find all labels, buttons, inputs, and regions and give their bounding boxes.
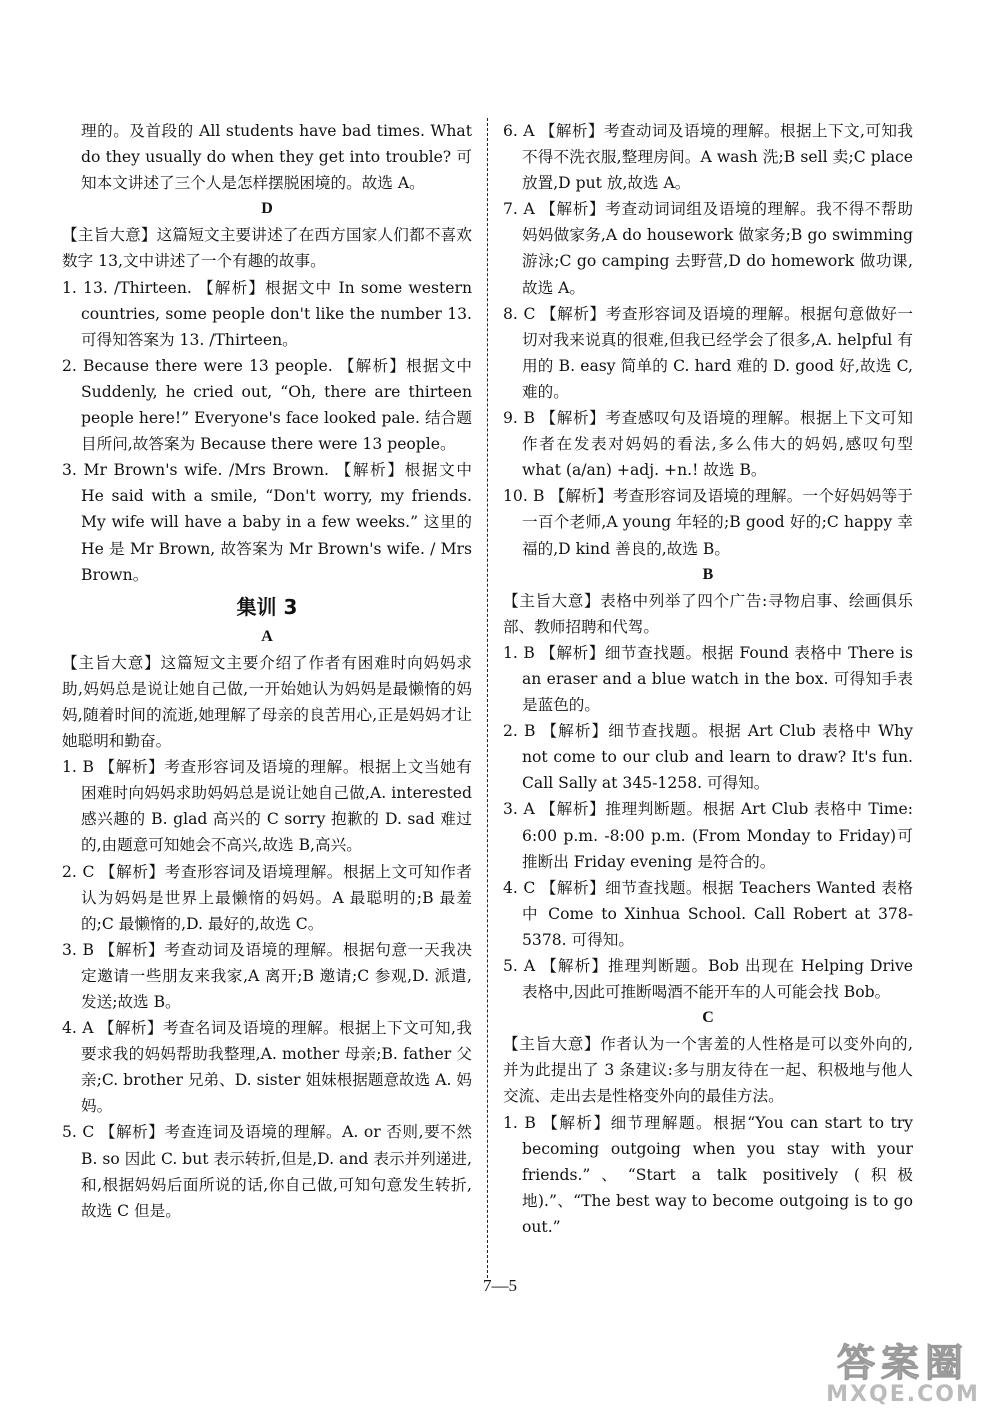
continuation-paragraph: 理的。及首段的 All students have bad times. What do they usually do when they get into trouble? 可知本文讲述了三个人是怎样摆脱困境的。故选 A。 bbox=[81, 122, 472, 193]
answer-item: 5. C 【解析】考查连词及语境的理解。A. or 否则,要不然 B. so 因此 C. but 表示转折,但是,D. and 表示并列递进,和,根据妈妈后面所说的话,你自己做,可知句意发生转折,故选 C 但是。 bbox=[62, 1123, 472, 1220]
answer-item: 2. C 【解析】考查形容词及语境理解。根据上文可知作者认为妈妈是世界上最懒惰的妈妈。A 最聪明的;B 最羞的;C 最懒惰的,D. 最好的,故选 C。 bbox=[62, 862, 472, 933]
left-column bbox=[62, 118, 472, 1224]
answer-item: 2. Because there were 13 people. 【解析】根据文中 Suddenly, he cried out, “Oh, there are thirteen people here!” Everyone's face looked pale. 结合题目所问,故答案为 Because there were 13 people。 bbox=[62, 356, 472, 454]
section-d-summary: 【主旨大意】这篇短文主要讲述了在西方国家人们都不喜欢数字 13,文中讲述了一个有趣的故事。 bbox=[62, 226, 472, 271]
answer-item: 1. B 【解析】细节查找题。根据 Found 表格中 There is an eraser and a blue watch in the box. 可得知手表是蓝色的。 bbox=[503, 643, 913, 715]
section-a-summary: 【主旨大意】这篇短文主要介绍了作者有困难时向妈妈求助,妈妈总是说让她自己做,一开始她认为妈妈是最懒惰的妈妈,随着时间的流逝,她理解了母亲的良苦用心,正是妈妈才让她聪明和勤奋。 bbox=[62, 653, 472, 751]
answer-item: 3. B 【解析】考查动词及语境的理解。根据句意一天我决定邀请一些朋友来我家,A 离开;B 邀请;C 参观,D. 派遣,发送;故选 B。 bbox=[62, 940, 472, 1011]
section-d-heading: D bbox=[261, 200, 273, 218]
answer-item: 2. B 【解析】细节查找题。根据 Art Club 表格中 Why not come to our club and learn to draw? It's fun. Call Sally at 345-1258. 可得知。 bbox=[503, 722, 913, 793]
right-column bbox=[503, 118, 913, 1240]
answer-item: 4. C 【解析】细节查找题。根据 Teachers Wanted 表格中 Come to Xinhua School. Call Robert at 378-5378. 可得知。 bbox=[503, 878, 913, 949]
answer-item: 3. A 【解析】推理判断题。根据 Art Club 表格中 Time: 6:00 p.m. -8:00 p.m. (From Monday to Friday)可推断出 Friday evening 是符合的。 bbox=[503, 800, 913, 871]
page-number: 7—5 bbox=[483, 1276, 517, 1295]
watermark-text: 答案圈 bbox=[836, 1341, 969, 1385]
watermark-logo bbox=[818, 1332, 988, 1412]
section-a-heading: A bbox=[261, 627, 273, 645]
section-b-heading: B bbox=[702, 565, 714, 583]
answer-item: 4. A 【解析】考查名词及语境的理解。根据上下文可知,我要求我的妈妈帮助我整理,A. mother 母亲;B. father 父亲;C. brother 兄弟、D. sister 姐妹根据题意故选 A. 妈妈。 bbox=[62, 1019, 472, 1116]
answer-item: 1. B 【解析】考查形容词及语境的理解。根据上文当她有困难时向妈妈求助妈妈总是说让她自己做,A. interested 感兴趣的 B. glad 高兴的 C sorry 抱歉的 D. sad 难过的,由题意可知她会不高兴,故选 B,高兴。 bbox=[62, 758, 472, 855]
answer-item: 9. B 【解析】考查感叹句及语境的理解。根据上下文可知作者在发表对妈妈的看法,多么伟大的妈妈,感叹句型 what (a/an) +adj. +n.! 故选 B。 bbox=[503, 409, 913, 480]
answer-item: 3. Mr Brown's wife. /Mrs Brown. 【解析】根据文中 He said with a smile, “Don't worry, my friends. My wife will have a baby in a few weeks.” 这里的 He 是 Mr Brown, 故答案为 Mr Brown's wife. / Mrs Brown。 bbox=[62, 461, 472, 584]
section-c-heading: C bbox=[702, 1009, 714, 1027]
answer-item: 1. B 【解析】细节理解题。根据“You can start to try becoming outgoing when you stay with your friends.”、“Start a talk positively (积极地).”、“The best way to become outgoing is to go out.” bbox=[503, 1113, 913, 1236]
watermark-url: MXQE.COM bbox=[826, 1382, 980, 1407]
answer-item: 6. A 【解析】考查动词及语境的理解。根据上下文,可知我不得不洗衣服,整理房间。A wash 洗;B sell 卖;C place 放置,D put 放,故选 A。 bbox=[503, 122, 913, 193]
answer-item: 8. C 【解析】考查形容词及语境的理解。根据句意做好一切对我来说真的很难,但我已经学会了很多,A. helpful 有用的 B. easy 简单的 C. hard 难的 D. good 好,故选 C,难的。 bbox=[503, 304, 913, 401]
answer-item: 5. A 【解析】推理判断题。Bob 出现在 Helping Drive 表格中,因此可推断喝酒不能开车的人可能会找 Bob。 bbox=[503, 957, 913, 1002]
column-divider bbox=[487, 118, 488, 1278]
set3-title: 集训 3 bbox=[236, 594, 298, 619]
section-b-summary: 【主旨大意】表格中列举了四个广告:寻物启事、绘画俱乐部、教师招聘和代驾。 bbox=[503, 591, 913, 636]
answer-item: 7. A 【解析】考查动词词组及语境的理解。我不得不帮助妈妈做家务,A do housework 做家务;B go swimming 游泳;C go camping 去野营,D do homework 做功课,故选 A。 bbox=[503, 200, 913, 297]
section-c-summary: 【主旨大意】作者认为一个害羞的人性格是可以变外向的,并为此提出了 3 条建议:多与朋友待在一起、积极地与他人交流、走出去是性格变外向的最佳方法。 bbox=[503, 1035, 913, 1106]
answer-item: 1. 13. /Thirteen. 【解析】根据文中 In some western countries, some people don't like the number 13. 可得知答案为 13. /Thirteen。 bbox=[62, 278, 472, 349]
answer-item: 10. B 【解析】考查形容词及语境的理解。一个好妈妈等于一百个老师,A young 年轻的;B good 好的;C happy 幸福的,D kind 善良的,故选 B。 bbox=[503, 487, 913, 558]
